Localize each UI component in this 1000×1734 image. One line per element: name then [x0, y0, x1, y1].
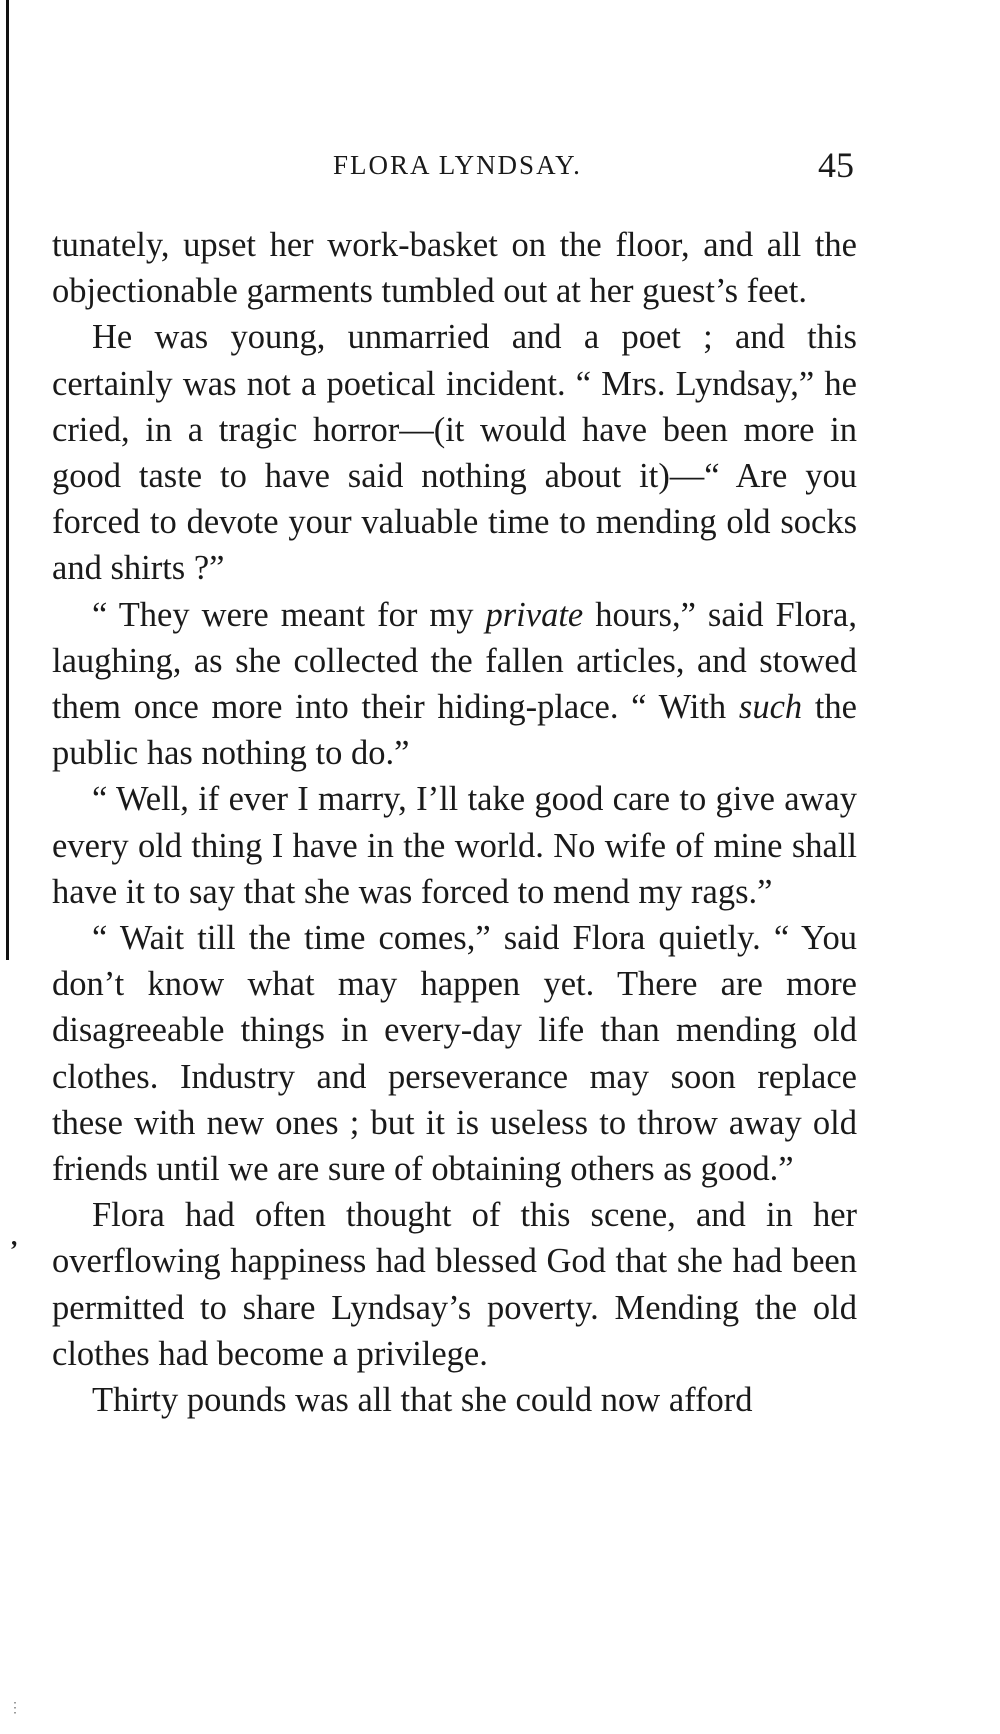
page-header [0, 145, 1000, 190]
page-number: 45 [818, 145, 854, 185]
paragraph: He was young, unmarried and a poet ; and this certainly was not a poetical incident. “ Mrs. Lyndsay,” he cried, in a tragic horror—(it would have been more in good taste to have said nothing about it)—“ Are you forced to devote your valuable time to mending old socks and shirts ?” [52, 318, 857, 588]
margin-ink-mark: , [12, 1222, 19, 1251]
paragraph-continued: tunately, upset her work-basket on the floor, and all the objectionable garments tumbled out at her guest’s feet. [52, 226, 857, 311]
paper-specks: ⋮ [8, 1701, 22, 1716]
paragraph: “ Wait till the time comes,” said Flora quietly. “ You don’t know what may happen yet. There are more disagreeable things in every-day life than mending old clothes. Industry and perseverance may soon replace these with new ones ; but it is useless to throw away old friends until we are sure of obtaining others as good.” [52, 919, 857, 1189]
paragraph-last: Thirty pounds was all that she could now afford [92, 1381, 753, 1420]
paragraph: Flora had often thought of this scene, and in her overflowing happiness had blessed God that she had been permitted to share Lyndsay’s poverty. Mending the old clothes had become a privilege. [52, 1196, 857, 1373]
binding-edge-rule [6, 0, 9, 960]
body-text [52, 222, 857, 1423]
paragraph: “ Well, if ever I marry, I’ll take good care to give away every old thing I have in the world. No wife of mine shall have it to say that she was forced to mend my rags.” [52, 780, 857, 911]
running-title: FLORA LYNDSAY. [333, 150, 582, 180]
paragraph: “ They were meant for my private hours,” said Flora, laughing, as she collected the fallen articles, and stowed them once more into their hiding-place. “ With such the public has nothing to do.” [52, 595, 857, 773]
